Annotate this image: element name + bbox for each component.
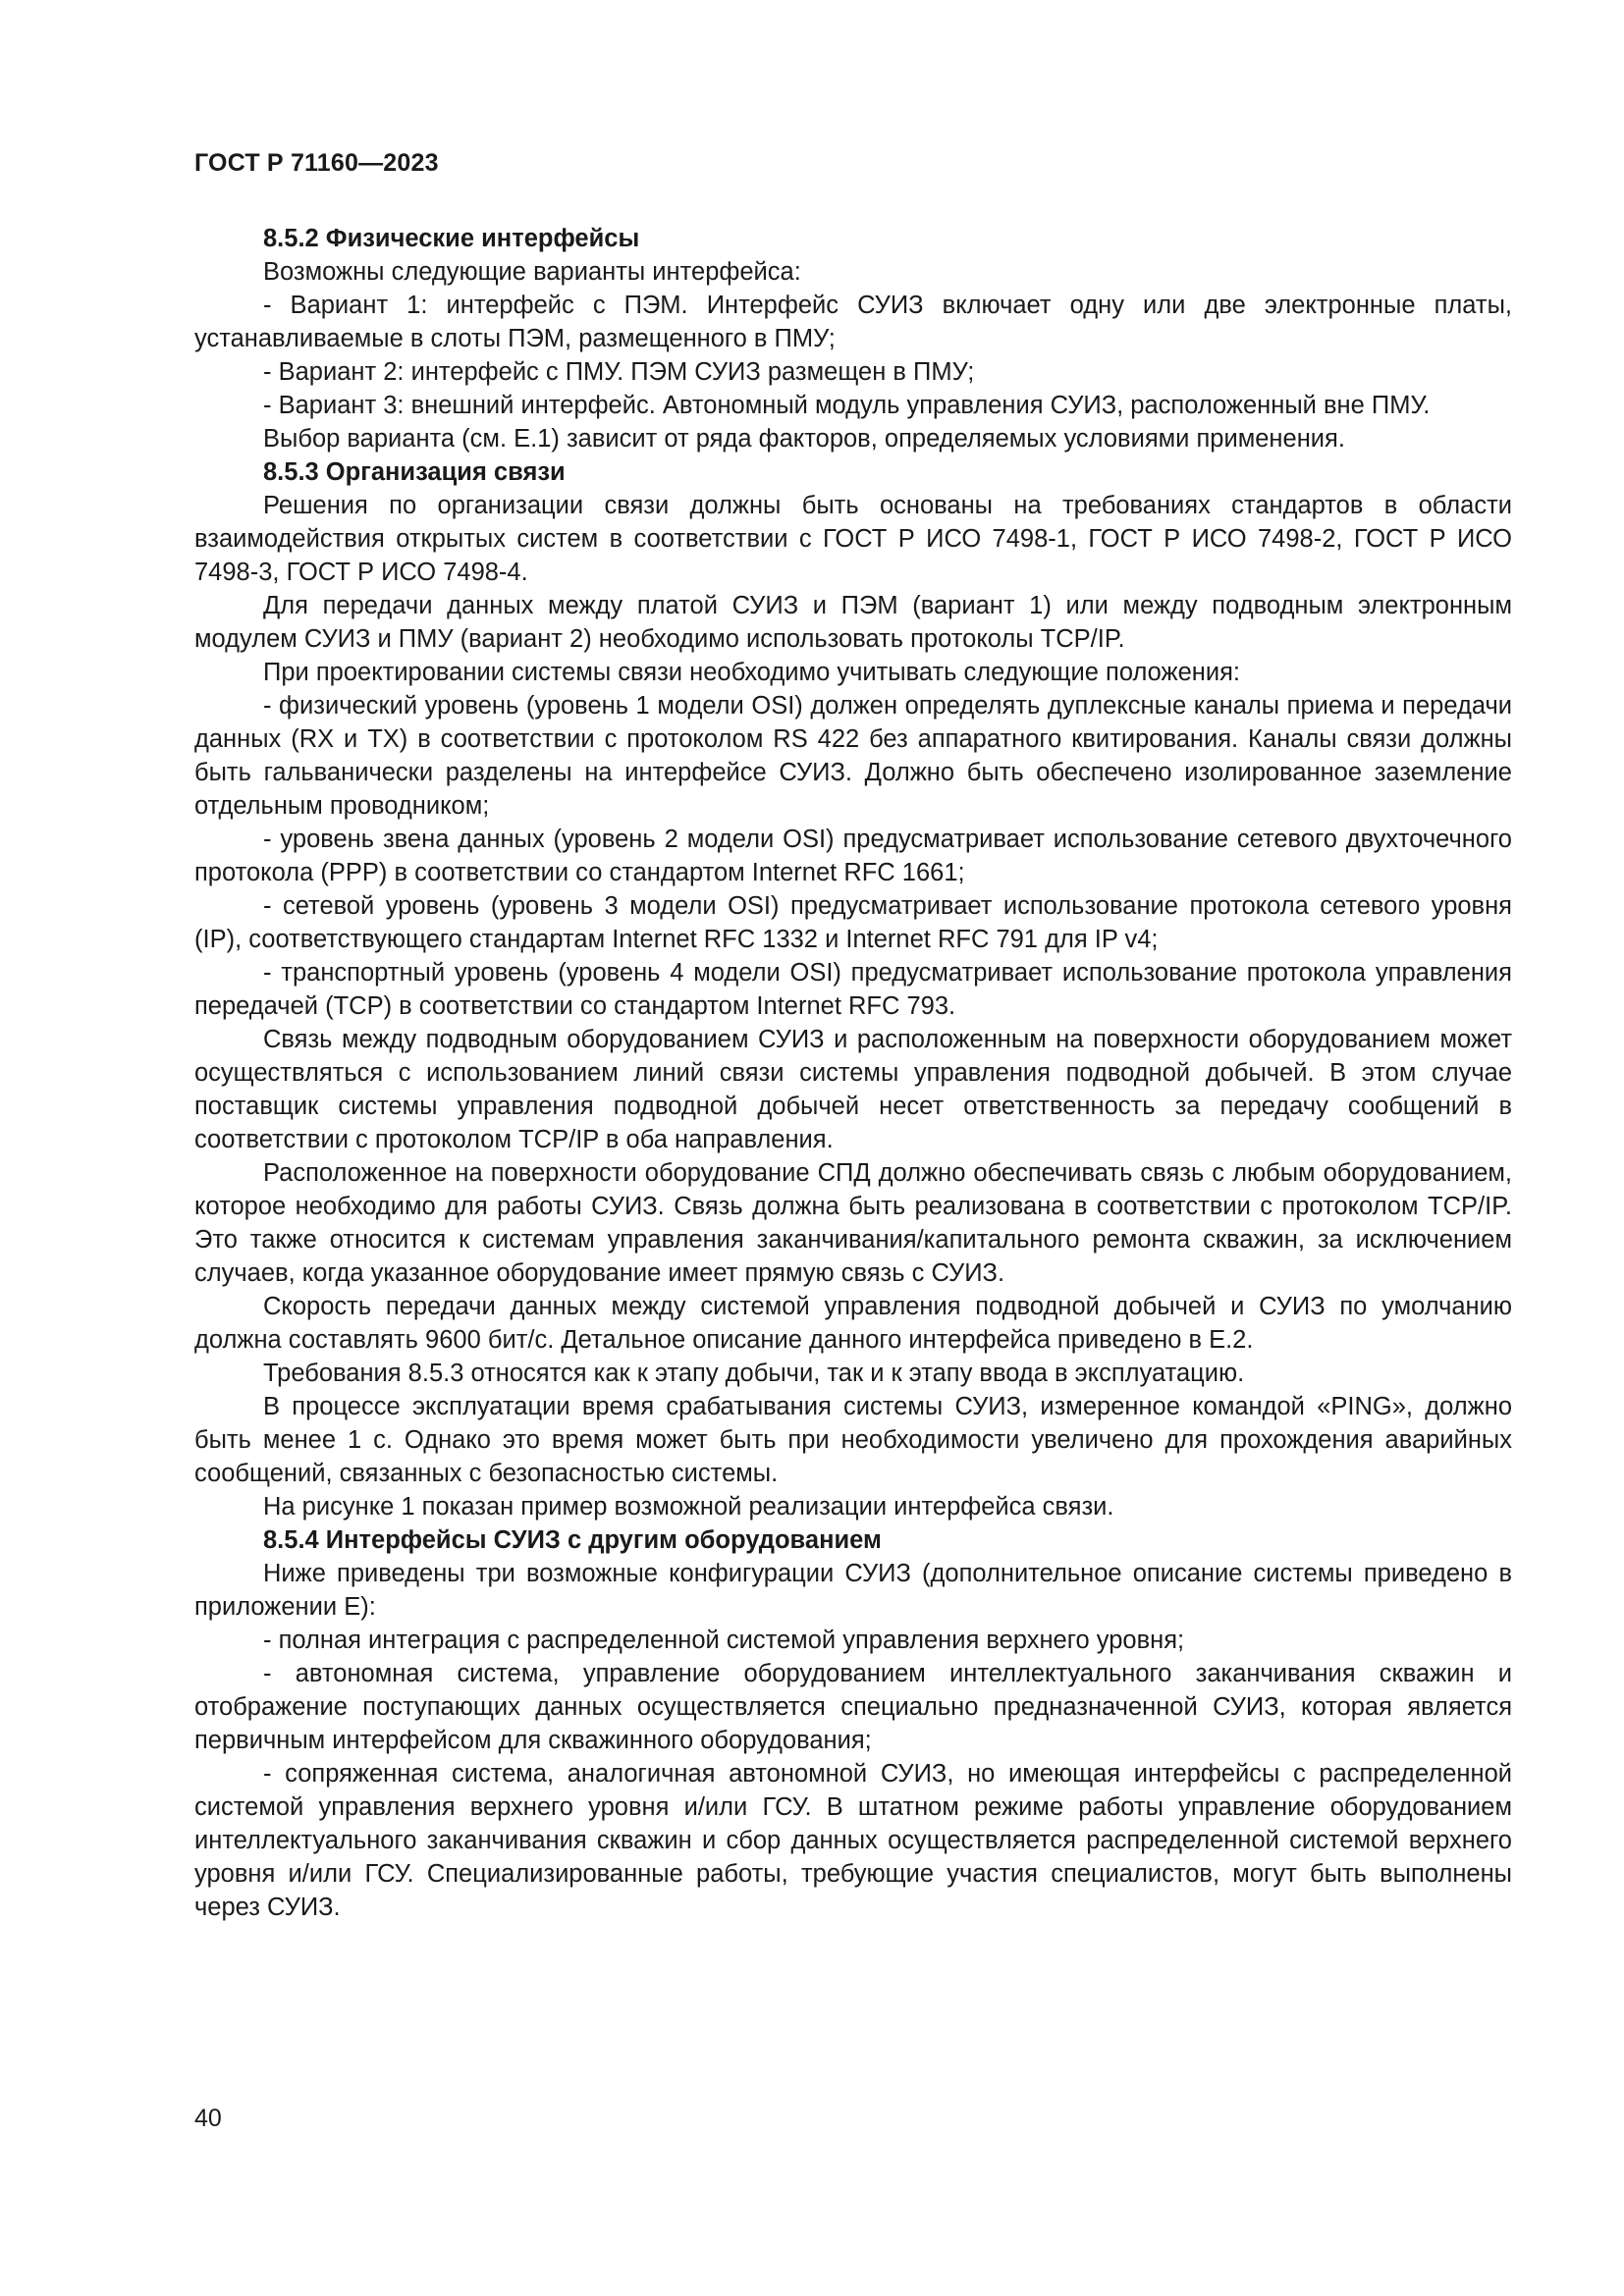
paragraph: Выбор варианта (см. Е.1) зависит от ряда факторов, определяемых условиями применения. bbox=[263, 425, 1345, 453]
document-header: ГОСТ Р 71160—2023 bbox=[194, 149, 439, 177]
section-heading: 8.5.2 Физические интерфейсы bbox=[263, 225, 640, 252]
document-body bbox=[194, 222, 1512, 1924]
list-item: - сетевой уровень (уровень 3 модели OSI) предусматривает использование протокола сетевого уровня (IP), соответствующего стандартам Internet RFC 1332 и Internet RFC 791 для IP v4; bbox=[194, 892, 1512, 953]
paragraph: Ниже приведены три возможные конфигурации СУИЗ (дополнительное описание системы приведено в приложении Е): bbox=[194, 1560, 1512, 1621]
list-item: - Вариант 2: интерфейс с ПМУ. ПЭМ СУИЗ размещен в ПМУ; bbox=[263, 358, 975, 386]
paragraph: Требования 8.5.3 относятся как к этапу добычи, так и к этапу ввода в эксплуатацию. bbox=[263, 1360, 1245, 1387]
page-number: 40 bbox=[194, 2105, 222, 2132]
paragraph: Решения по организации связи должны быть основаны на требованиях стандартов в области взаимодействия открытых систем в соответствии с ГОСТ Р ИСО 7498-1, ГОСТ Р ИСО 7498-2, ГОСТ Р ИСО 7498-3, ГОСТ Р ИСО 7498-4. bbox=[194, 492, 1512, 586]
paragraph: При проектировании системы связи необходимо учитывать следующие положения: bbox=[263, 659, 1240, 686]
list-item: - автономная система, управление оборудованием интеллектуального заканчивания скважин и отображение поступающих данных осуществляется специально предназначенной СУИЗ, которая является первичным интерфейсом для скважинного оборудования; bbox=[194, 1660, 1512, 1754]
list-item: - уровень звена данных (уровень 2 модели OSI) предусматривает использование сетевого двухточечного протокола (PPP) в соответствии со стандартом Internet RFC 1661; bbox=[194, 826, 1512, 886]
paragraph: Возможны следующие варианты интерфейса: bbox=[263, 258, 801, 286]
section-heading: 8.5.4 Интерфейсы СУИЗ с другим оборудованием bbox=[263, 1526, 882, 1554]
paragraph: На рисунке 1 показан пример возможной реализации интерфейса связи. bbox=[263, 1493, 1114, 1521]
list-item: - физический уровень (уровень 1 модели OSI) должен определять дуплексные каналы приема и передачи данных (RX и TX) в соответствии с протоколом RS 422 без аппаратного квитирования. Каналы связи должны быть гальванически разделены на интерфейсе СУИЗ. Должно быть обеспечено изолированное заземление отдельным проводником; bbox=[194, 692, 1512, 820]
list-item: - полная интеграция с распределенной системой управления верхнего уровня; bbox=[263, 1627, 1185, 1654]
list-item: - сопряженная система, аналогичная автономной СУИЗ, но имеющая интерфейсы с распределенной системой управления верхнего уровня и/или ГСУ. В штатном режиме работы управление оборудованием интеллектуального заканчивания скважин и сбор данных осуществляется распределенной системой верхнего уровня и/или ГСУ. Специализированные работы, требующие участия специалистов, могут быть выполнены через СУИЗ. bbox=[194, 1760, 1512, 1921]
paragraph: Скорость передачи данных между системой управления подводной добычей и СУИЗ по умолчанию должна составлять 9600 бит/с. Детальное описание данного интерфейса приведено в Е.2. bbox=[194, 1293, 1512, 1354]
paragraph: В процессе эксплуатации время срабатывания системы СУИЗ, измеренное командой «PING», должно быть менее 1 с. Однако это время может быть при необходимости увеличено для прохождения аварийных сообщений, связанных с безопасностью системы. bbox=[194, 1393, 1512, 1487]
list-item: - Вариант 1: интерфейс с ПЭМ. Интерфейс СУИЗ включает одну или две электронные платы, устанавливаемые в слоты ПЭМ, размещенного в ПМУ; bbox=[194, 292, 1512, 352]
paragraph: Расположенное на поверхности оборудование СПД должно обеспечивать связь с любым оборудованием, которое необходимо для работы СУИЗ. Связь должна быть реализована в соответствии с протоколом TCP/IP. Это также относится к системам управления заканчивания/капитального ремонта скважин, за исключением случаев, когда указанное оборудование имеет прямую связь с СУИЗ. bbox=[194, 1159, 1512, 1287]
paragraph: Связь между подводным оборудованием СУИЗ и расположенным на поверхности оборудованием может осуществляться с использованием линий связи системы управления подводной добычей. В этом случае поставщик системы управления подводной добычей несет ответственность за передачу сообщений в соответствии с протоколом TCP/IP в оба направления. bbox=[194, 1026, 1512, 1153]
list-item: - транспортный уровень (уровень 4 модели OSI) предусматривает использование протокола управления передачей (TCP) в соответствии со стандартом Internet RFC 793. bbox=[194, 959, 1512, 1020]
section-heading: 8.5.3 Организация связи bbox=[263, 458, 566, 486]
paragraph: Для передачи данных между платой СУИЗ и ПЭМ (вариант 1) или между подводным электронным модулем СУИЗ и ПМУ (вариант 2) необходимо использовать протоколы TCP/IP. bbox=[194, 592, 1512, 653]
list-item: - Вариант 3: внешний интерфейс. Автономный модуль управления СУИЗ, расположенный вне ПМУ. bbox=[263, 392, 1431, 419]
